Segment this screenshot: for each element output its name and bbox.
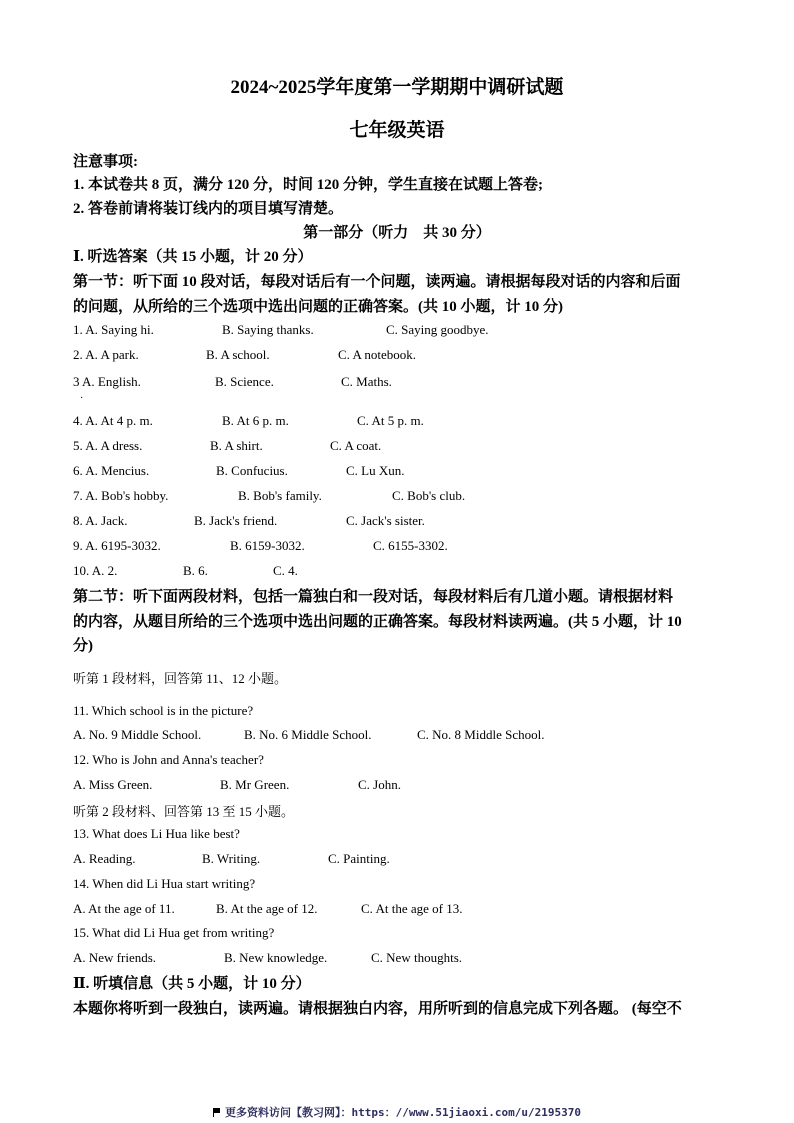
q8-option-c: C. Jack's sister.: [346, 513, 425, 528]
q2-option-b: B. A school.: [206, 347, 270, 362]
q8-option-a: 8. A. Jack.: [73, 513, 128, 528]
q2-option-c: C. A notebook.: [338, 347, 417, 362]
q9-option-c: C. 6155-3302.: [373, 538, 448, 553]
q14-option-a: A. At the age of 11.: [73, 901, 175, 916]
q4-option-b: B. At 6 p. m.: [222, 413, 289, 428]
q10-option-a: 10. A. 2.: [73, 563, 118, 578]
q4-option-c: C. At 5 p. m.: [357, 413, 424, 428]
flag-icon: [213, 1108, 221, 1117]
q11-option-b: B. No. 6 Middle School.: [244, 727, 372, 742]
q13-option-c: C. Painting.: [328, 851, 390, 866]
q9-option-a: 9. A. 6195-3032.: [73, 538, 161, 553]
section-1-heading: Ⅰ. 听选答案（共 15 小题，计 20 分）: [73, 249, 313, 265]
sub2-instructions-line3: 分): [73, 638, 93, 654]
q1-option-a: 1. A. Saying hi.: [73, 322, 154, 337]
notes-heading: 注意事项:: [73, 154, 138, 170]
q4-option-a: 4. A. At 4 p. m.: [73, 413, 153, 428]
q11-option-c: C. No. 8 Middle School.: [417, 727, 545, 742]
notes-item-2: 2. 答卷前请将装订线内的项目填写清楚。: [73, 201, 344, 217]
footer-link-bar[interactable]: [0, 1104, 794, 1120]
exam-title: 2024~2025学年度第一学期期中调研试题: [230, 77, 564, 98]
sub2-instructions-line2: 的内容，从题目所给的三个选项中选出问题的正确答案。每段材料读两遍。(共 5 小题，计 10: [73, 614, 682, 630]
listen-material-2-note: 听第 2 段材料、回答第 13 至 15 小题。: [73, 804, 295, 819]
q12-option-c: C. John.: [358, 777, 401, 792]
q9-option-b: B. 6159-3032.: [230, 538, 305, 553]
q13-option-a: A. Reading.: [73, 851, 136, 866]
q7-option-a: 7. A. Bob's hobby.: [73, 488, 169, 503]
q15-option-b: B. New knowledge.: [224, 950, 328, 965]
q2-option-a: 2. A. A park.: [73, 347, 139, 362]
sub1-instructions-line2: 的问题，从所给的三个选项中选出问题的正确答案。(共 10 小题，计 10 分): [73, 299, 563, 315]
section-2-instructions: 本题你将听到一段独白，读两遍。请根据独白内容，用所听到的信息完成下列各题。 (每空不: [73, 1001, 682, 1017]
listen-material-1-note: [73, 668, 287, 687]
q3-option-c: C. Maths.: [341, 374, 392, 389]
q13-stem: 13. What does Li Hua like best?: [73, 826, 240, 841]
q3-option-a: 3 A. English.: [73, 374, 141, 389]
q12-stem: 12. Who is John and Anna's teacher?: [73, 752, 264, 767]
q7-option-b: B. Bob's family.: [238, 488, 322, 503]
q1-option-c: C. Saying goodbye.: [386, 322, 489, 337]
q14-option-c: C. At the age of 13.: [361, 901, 463, 916]
q6-option-b: B. Confucius.: [216, 463, 288, 478]
q1-option-b: B. Saying thanks.: [222, 322, 314, 337]
q11-option-a: A. No. 9 Middle School.: [73, 727, 202, 742]
q15-option-a: A. New friends.: [73, 950, 157, 965]
q15-option-c: C. New thoughts.: [371, 950, 462, 965]
q11-stem: 11. Which school is in the picture?: [73, 703, 254, 718]
part1-heading: 第一部分（听力 共 30 分）: [303, 225, 491, 241]
q3-option-b: B. Science.: [215, 374, 274, 389]
q6-option-c: C. Lu Xun.: [346, 463, 405, 478]
listen-material-1-text: 听第 1 段材料，回答第 11、12 小题。: [73, 671, 288, 686]
section-2-heading: Ⅱ. 听填信息（共 5 小题，计 10 分）: [73, 976, 311, 992]
exam-subtitle: 七年级英语: [349, 120, 445, 141]
sub1-instructions-line1: 第一节：听下面 10 段对话，每段对话后有一个问题，读两遍。请根据每段对话的内容和后面: [73, 274, 681, 290]
q8-option-b: B. Jack's friend.: [194, 513, 278, 528]
q14-option-b: B. At the age of 12.: [216, 901, 318, 916]
q5-option-c: C. A coat.: [330, 438, 382, 453]
q13-option-b: B. Writing.: [202, 851, 261, 866]
q12-option-b: B. Mr Green.: [220, 777, 290, 792]
stray-dot-mark: ·: [80, 393, 84, 404]
q10-option-b: B. 6.: [183, 563, 208, 578]
q5-option-a: 5. A. A dress.: [73, 438, 143, 453]
q12-option-a: A. Miss Green.: [73, 777, 153, 792]
q5-option-b: B. A shirt.: [210, 438, 263, 453]
q14-stem: 14. When did Li Hua start writing?: [73, 876, 256, 891]
q6-option-a: 6. A. Mencius.: [73, 463, 150, 478]
sub2-instructions-line1: 第二节：听下面两段材料，包括一篇独白和一段对话，每段材料后有几道小题。请根据材料: [73, 589, 674, 605]
q7-option-c: C. Bob's club.: [392, 488, 466, 503]
notes-item-1: 1. 本试卷共 8 页，满分 120 分，时间 120 分钟，学生直接在试题上答卷;: [73, 177, 543, 193]
q15-stem: 15. What did Li Hua get from writing?: [73, 925, 275, 940]
q10-option-c: C. 4.: [273, 563, 298, 578]
footer-link-text[interactable]: 更多资料访问【教习网】：https：//www.51jiaoxi.com/u/2195370: [224, 1106, 582, 1119]
